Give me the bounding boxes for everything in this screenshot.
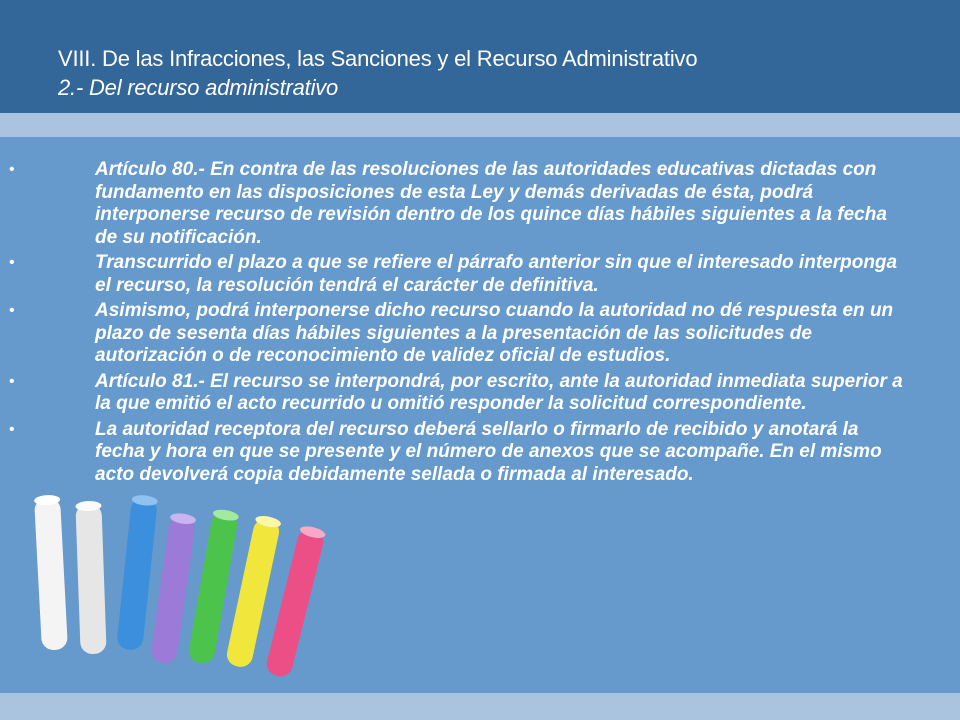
chalk-white-2 — [75, 501, 106, 655]
footer-stripe — [0, 693, 960, 720]
list-item-text: Transcurrido el plazo a que se refiere el párrafo anterior sin que el interesado interponga el recurso, la resolución tendrá el carácter de definitiva. — [95, 252, 898, 296]
list-item — [0, 300, 960, 368]
chalk-sticks-image — [20, 478, 340, 693]
list-item-text: La autoridad receptora del recurso deberá sellarlo o firmarlo de recibido y anotará la fecha y hora en que se presente y el número de anexos que se acompañe. En el mismo acto devolverá copia debidamente sellada o firmada al interesado. — [95, 418, 882, 485]
list-item-text: Asimismo, podrá interponerse dicho recurso cuando la autoridad no dé respuesta en un plazo de sesenta días hábiles siguientes a la presentación de las solicitudes de autorización o de reconocimiento de validez oficial de estudios. — [95, 300, 894, 366]
list-item — [0, 159, 960, 249]
chalk-white-1 — [34, 494, 68, 650]
list-item — [0, 419, 960, 487]
title-main: VIII. De las Infracciones, las Sanciones y el Recurso Administrativo — [58, 46, 698, 71]
bullet-marker: • — [9, 161, 15, 178]
slide-title — [58, 44, 938, 102]
list-item-text: Artículo 81.- El recurso se interpondrá, por escrito, ante la autoridad inmediata superior a la que emitió el acto recurrido u omitió responder la solicitud correspondiente. — [95, 370, 903, 414]
list-item — [0, 371, 960, 416]
bullet-marker: • — [9, 372, 15, 390]
bullet-marker: • — [9, 254, 15, 271]
list-item-text: Artículo 80.- En contra de las resoluciones de las autoridades educativas dictadas con fundamento en las disposiciones de esta Ley y demás derivadas de ésta, podrá interponerse recurso de revisión dentro de los quince días hábiles siguientes a la fecha de su notificación. — [95, 159, 887, 248]
list-item — [0, 252, 960, 297]
bullet-list — [0, 159, 960, 489]
chalk-purple — [150, 512, 197, 665]
chalk-blue — [116, 494, 158, 651]
bullet-marker: • — [9, 420, 15, 438]
header-stripe — [0, 113, 960, 137]
title-subtitle: 2.- Del recurso administrativo — [58, 75, 339, 100]
bullet-marker: • — [9, 302, 15, 319]
